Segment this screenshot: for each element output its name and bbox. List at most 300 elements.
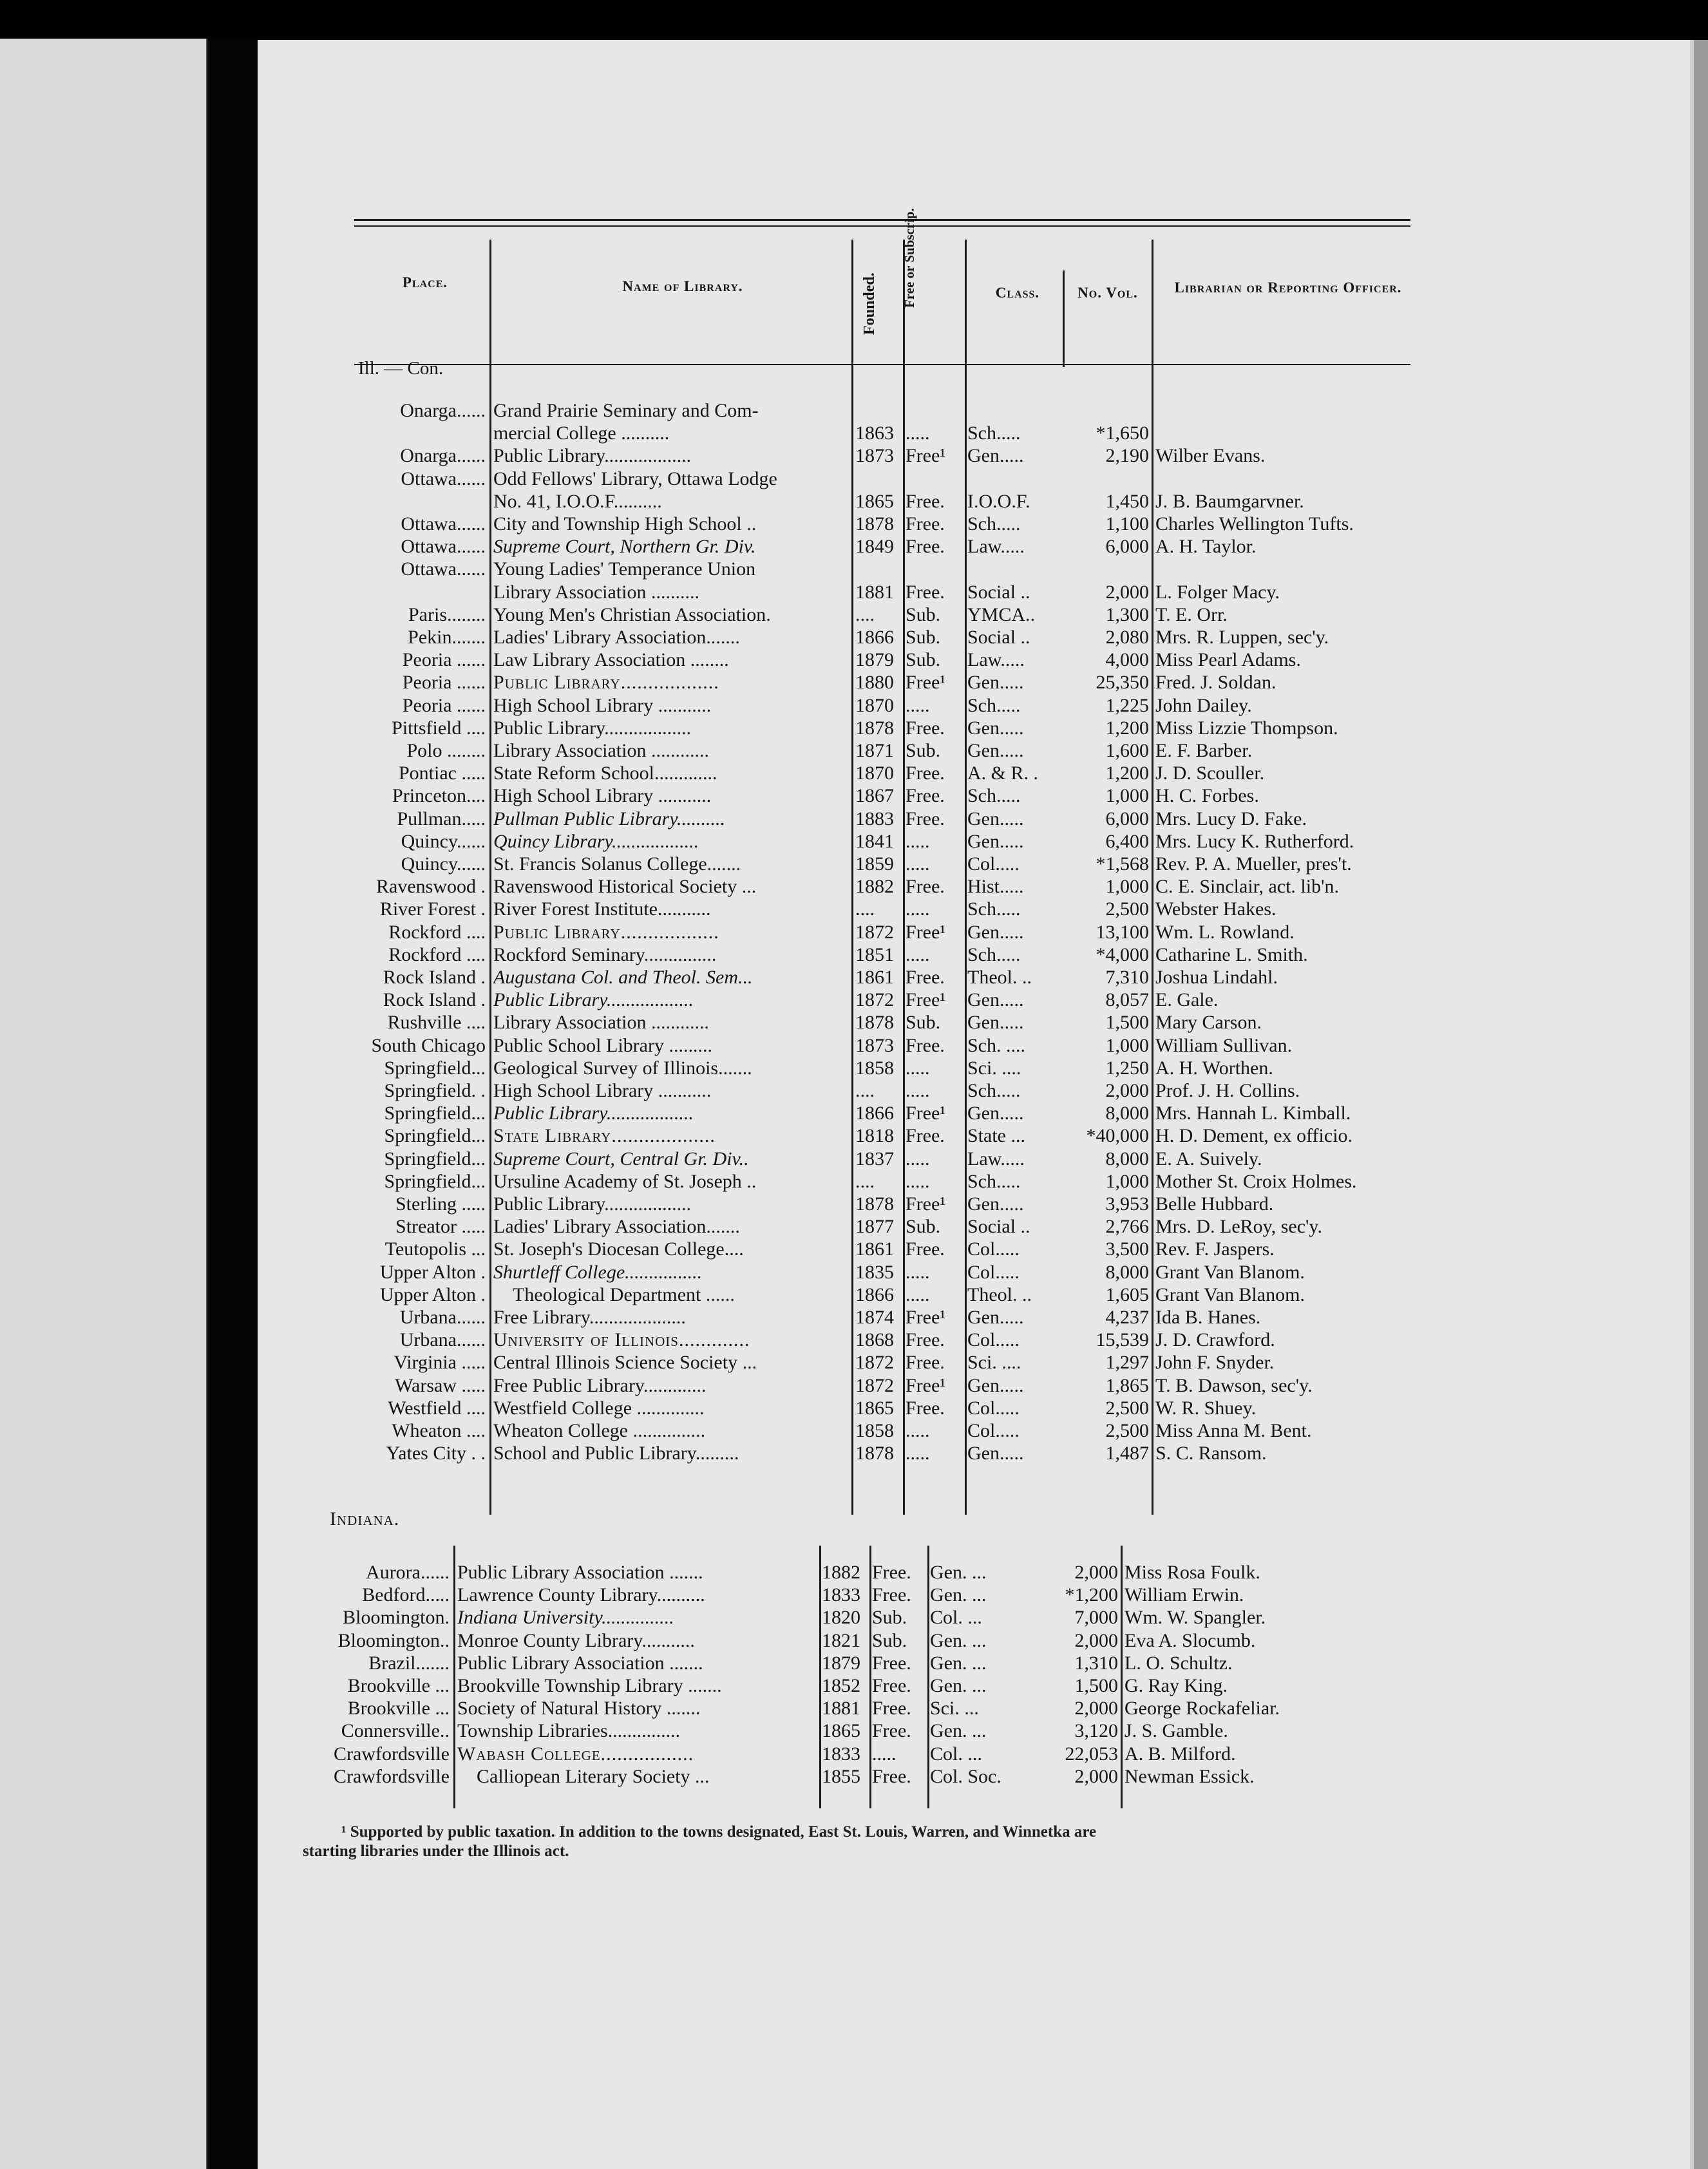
cell-cls: Col..... [967,1420,1020,1441]
cell-lib: Mary Carson. [1155,1012,1262,1034]
cell-fs: Sub. [906,627,941,648]
cell-lib: L. Folger Macy. [1155,581,1280,603]
table-row [0,671,1708,694]
cell-cls: Law..... [967,649,1025,671]
cell-cls: Sch..... [967,943,1021,965]
cell-cls: Sci. .... [967,1057,1021,1079]
cell-place: Bloomington.. [337,1629,450,1651]
cell-vols: 1,500 [1105,1012,1149,1034]
cell-founded: 1878 [855,717,894,739]
cell-vols: 1,487 [1105,1443,1149,1464]
cell-lib: Mrs. D. LeRoy, sec'y. [1155,1216,1322,1238]
cell-vols: 1,250 [1105,1057,1149,1079]
footnote-line-2: starting libraries under the Illinois act. [303,1842,569,1860]
cell-fs: ..... [906,830,930,852]
cell-lib: Mrs. Hannah L. Kimball. [1155,1103,1351,1124]
cell-founded: 1861 [855,967,894,988]
cell-place: Princeton.... [392,785,486,807]
cell-name: Ladies' Library Association....... [493,627,740,648]
cell-vols: *1,568 [1096,853,1149,875]
cell-vols: 3,120 [1074,1720,1118,1742]
cell-cls: YMCA.. [967,603,1036,625]
cell-lib: J. D. Crawford. [1155,1329,1275,1351]
cell-vols: 2,000 [1105,581,1149,603]
table-row [0,1034,1708,1057]
cell-vols: 22,053 [1065,1743,1118,1765]
cell-fs: ..... [906,1420,930,1441]
cell-fs: ..... [906,1261,930,1283]
cell-name: Shurtleff College................ [493,1261,703,1283]
cell-fs: ..... [906,1443,930,1464]
header-bottom-rule [354,364,1410,365]
cell-founded: .... [855,603,875,625]
cell-lib: J. D. Scouller. [1155,762,1265,784]
cell-fs: Free. [906,536,945,558]
cell-founded: 1878 [855,513,894,535]
cell-founded: 1879 [822,1652,860,1674]
table-row [0,1719,1708,1742]
cell-lib: Miss Anna M. Bent. [1155,1420,1312,1441]
cell-cls: Gen..... [967,921,1024,943]
table-row [0,1584,1708,1606]
cell-vols: 15,539 [1096,1329,1149,1351]
cell-founded: 1833 [822,1743,860,1765]
cell-cls: State ... [967,1125,1025,1147]
cell-place: Springfield... [384,1125,486,1147]
cell-vols: 2,500 [1105,898,1149,920]
cell-cls: Gen..... [967,717,1024,739]
cell-place: Springfield. . [384,1080,486,1101]
cell-name: Odd Fellows' Library, Ottawa Lodge [493,468,777,489]
cell-place: Ottawa...... [401,558,486,580]
cell-fs: Free. [906,490,945,512]
cell-name: Public Library.................. [493,989,694,1011]
cell-founded: 1880 [855,672,894,694]
cell-place: Crawfordsville [334,1765,450,1787]
table-row [0,1102,1708,1124]
cell-place: Bloomington. [343,1607,450,1629]
cell-founded: 1863 [855,422,894,444]
cell-place: Urbana...... [399,1307,486,1328]
table-row [0,1697,1708,1719]
cell-cls: Theol. .. [967,1283,1032,1305]
table-row [0,444,1708,467]
cell-cls: Col. ... [930,1607,982,1629]
cell-lib: Grant Van Blanom. [1155,1283,1305,1305]
cell-founded: 1881 [855,581,894,603]
cell-vols: 2,000 [1074,1765,1118,1787]
cell-cls: Law..... [967,1148,1025,1170]
cell-founded: 1835 [855,1261,894,1283]
cell-cls: A. & R. . [967,762,1039,784]
cell-fs: Free. [906,717,945,739]
cell-vols: 1,605 [1105,1283,1149,1305]
cell-name: City and Township High School .. [493,513,757,535]
cell-cls: Col..... [967,1238,1020,1260]
table-row [0,1215,1708,1238]
table-row [0,1193,1708,1215]
cell-lib: Wilber Evans. [1155,445,1266,467]
cell-place: Springfield... [384,1103,486,1124]
cell-place: Onarga...... [400,445,486,467]
cell-name: Public Library Association ....... [457,1562,703,1583]
table-row [0,1148,1708,1170]
table-row [0,535,1708,558]
table-row [0,603,1708,626]
cell-fs: Free. [906,1329,945,1351]
cell-lib: A. B. Milford. [1124,1743,1236,1765]
cell-cls: Gen..... [967,989,1024,1011]
cell-name: Library Association ............ [493,1012,709,1034]
cell-name: Monroe County Library........... [457,1629,695,1651]
cell-fs: ..... [906,1170,930,1192]
cell-founded: 1849 [855,536,894,558]
cell-vols: 7,000 [1074,1607,1118,1629]
cell-vols: 6,000 [1105,536,1149,558]
cell-fs: ..... [906,694,930,716]
cell-fs: Free¹ [906,921,946,943]
cell-name: State Reform School............. [493,762,717,784]
cell-fs: Free. [906,513,945,535]
cell-cls: Sci. ... [930,1698,979,1719]
cell-place: Pittsfield .... [392,717,486,739]
cell-cls: Gen. ... [930,1562,987,1583]
cell-cls: Gen. ... [930,1584,987,1606]
cell-lib: Rev. P. A. Mueller, pres't. [1155,853,1352,875]
table-row [0,1652,1708,1674]
cell-place: Peoria ...... [402,672,486,694]
cell-founded: 1872 [855,989,894,1011]
cell-place: Rockford .... [388,943,486,965]
cell-vols: 8,000 [1105,1103,1149,1124]
cell-fs: Free. [872,1720,911,1742]
cell-place: Polo ........ [406,740,486,761]
cell-cls: Gen..... [967,740,1024,761]
cell-cls: Gen. ... [930,1652,987,1674]
footnote-line-1: ¹ Supported by public taxation. In addition to the towns designated, East St. Louis, Warren, and Winnetka are [341,1823,1097,1841]
cell-name: Free Library.................... [493,1307,686,1328]
cell-place: Springfield... [384,1057,486,1079]
cell-fs: Free¹ [906,989,946,1011]
table-row [0,1329,1708,1351]
cell-founded: 1878 [855,1443,894,1464]
table-row [0,558,1708,580]
cell-name: No. 41, I.O.O.F.......... [493,490,662,512]
cell-vols: 1,500 [1074,1675,1118,1696]
cell-lib: Belle Hubbard. [1155,1193,1274,1215]
cell-cls: Gen. ... [930,1629,987,1651]
cell-cls: Sch..... [967,694,1021,716]
cell-fs: Free. [906,762,945,784]
table-row [0,784,1708,807]
cell-fs: Free. [906,785,945,807]
cell-lib: T. E. Orr. [1155,603,1228,625]
cell-name: mercial College .......... [493,422,670,444]
cell-name: Public Library.................. [493,921,719,943]
cell-name: Public Library.................. [493,1193,692,1215]
table-row [0,808,1708,830]
cell-founded: 1858 [855,1420,894,1441]
cell-vols: 1,000 [1105,1034,1149,1056]
cell-place: Connersville.. [341,1720,450,1742]
cell-place: Peoria ...... [402,649,486,671]
cell-name: Ursuline Academy of St. Joseph .. [493,1170,757,1192]
cell-fs: Free¹ [906,1103,946,1124]
cell-founded: 1867 [855,785,894,807]
table-row [0,1170,1708,1193]
cell-name: Supreme Court, Central Gr. Div.. [493,1148,749,1170]
cell-fs: ..... [906,422,930,444]
cell-founded: 1861 [855,1238,894,1260]
cell-place: Warsaw ..... [395,1374,486,1396]
cell-cls: I.O.O.F. [967,490,1030,512]
cell-fs: Free¹ [906,672,946,694]
table-row [0,966,1708,989]
cell-cls: Col..... [967,1261,1020,1283]
cell-fs: Sub. [906,1216,941,1238]
cell-vols: 2,190 [1105,445,1149,467]
cell-lib: H. C. Forbes. [1155,785,1259,807]
cell-vols: 4,000 [1105,649,1149,671]
cell-fs: Free. [872,1584,911,1606]
cell-lib: T. B. Dawson, sec'y. [1155,1374,1313,1396]
cell-lib: A. H. Taylor. [1155,536,1257,558]
cell-vols: *1,650 [1096,422,1149,444]
table-row [0,1674,1708,1697]
cell-founded: 1881 [822,1698,860,1719]
cell-name: Society of Natural History ....... [457,1698,701,1719]
cell-name: Lawrence County Library.......... [457,1584,705,1606]
cell-place: Upper Alton . [379,1261,486,1283]
cell-founded: 1841 [855,830,894,852]
cell-lib: Wm. L. Rowland. [1155,921,1295,943]
cell-vols: 2,500 [1105,1397,1149,1419]
cell-founded: 1837 [855,1148,894,1170]
cell-lib: H. D. Dement, ex officio. [1155,1125,1353,1147]
cell-cls: Hist..... [967,876,1024,898]
table-row [0,422,1708,444]
cell-lib: Mrs. Lucy D. Fake. [1155,808,1307,829]
cell-lib: C. E. Sinclair, act. lib'n. [1155,876,1339,898]
cell-name: State Library................... [493,1125,716,1147]
cell-lib: Mother St. Croix Holmes. [1155,1170,1357,1192]
cell-cls: Gen..... [967,1012,1024,1034]
cell-fs: Free. [906,876,945,898]
cell-lib: George Rockafeliar. [1124,1698,1280,1719]
cell-lib: Mrs. R. Luppen, sec'y. [1155,627,1329,648]
cell-vols: 2,000 [1074,1562,1118,1583]
cell-founded: 1818 [855,1125,894,1147]
cell-lib: E. Gale. [1155,989,1219,1011]
cell-cls: Sch..... [967,422,1021,444]
cell-place: River Forest . [379,898,486,920]
table-row [0,581,1708,603]
cell-lib: John F. Snyder. [1155,1352,1275,1374]
table-row [0,1419,1708,1442]
cell-name: Public Library.................. [493,445,692,467]
cell-place: Rock Island . [383,989,486,1011]
cell-cls: Sch..... [967,1170,1021,1192]
cell-vols: 1,000 [1105,785,1149,807]
cell-vols: 4,237 [1105,1307,1149,1328]
cell-fs: Free. [906,1397,945,1419]
cell-lib: Miss Rosa Foulk. [1124,1562,1260,1583]
table-row [0,626,1708,649]
cell-cls: Social .. [967,581,1030,603]
cell-founded: 1882 [822,1562,860,1583]
cell-vols: 8,000 [1105,1261,1149,1283]
cell-fs: ..... [906,853,930,875]
cell-vols: 1,100 [1105,513,1149,535]
cell-founded: 1858 [855,1057,894,1079]
table-row [0,875,1708,898]
cell-name: Free Public Library............. [493,1374,707,1396]
cell-fs: Free. [906,581,945,603]
cell-cls: Gen..... [967,1374,1024,1396]
cell-lib: Mrs. Lucy K. Rutherford. [1155,830,1354,852]
cell-lib: J. S. Gamble. [1124,1720,1228,1742]
cell-vols: 1,200 [1105,717,1149,739]
cell-cls: Theol. .. [967,967,1032,988]
table-row [0,853,1708,875]
table-row [0,1079,1708,1102]
cell-fs: Sub. [906,603,941,625]
cell-lib: William Sullivan. [1155,1034,1293,1056]
cell-cls: Col. ... [930,1743,982,1765]
cell-cls: Gen..... [967,1103,1024,1124]
cell-vols: 1,310 [1074,1652,1118,1674]
cell-cls: Gen. ... [930,1675,987,1696]
table-row [0,921,1708,943]
cell-fs: Free. [906,808,945,829]
cell-vols: 3,953 [1105,1193,1149,1215]
cell-name: Public Library.................. [493,1103,694,1124]
cell-lib: Rev. F. Jaspers. [1155,1238,1275,1260]
cell-founded: 1872 [855,1374,894,1396]
cell-name: Supreme Court, Northern Gr. Div. [493,536,756,558]
cell-name: Ladies' Library Association....... [493,1216,740,1238]
cell-place: Crawfordsville [334,1743,450,1765]
cell-founded: 1852 [822,1675,860,1696]
cell-place: Sterling ..... [395,1193,486,1215]
cell-lib: Catharine L. Smith. [1155,943,1308,965]
table-row [0,1743,1708,1765]
cell-name: Library Association .......... [493,581,699,603]
cell-founded: 1866 [855,1103,894,1124]
cell-vols: 1,225 [1105,694,1149,716]
cell-cls: Gen..... [967,1443,1024,1464]
cell-place: Brazil....... [368,1652,450,1674]
cell-founded: 1833 [822,1584,860,1606]
cell-place: Springfield... [384,1170,486,1192]
cell-place: Quincy...... [401,830,486,852]
cell-fs: Sub. [906,649,941,671]
cell-cls: Sch..... [967,513,1021,535]
cell-lib: W. R. Shuey. [1155,1397,1257,1419]
table-row [0,1261,1708,1283]
cell-lib: S. C. Ransom. [1155,1443,1267,1464]
header-founded: Founded. [861,272,878,335]
cell-vols: 1,000 [1105,1170,1149,1192]
cell-founded: .... [855,898,875,920]
cell-lib: A. H. Worthen. [1155,1057,1273,1079]
table-row [0,1629,1708,1652]
cell-place: Aurora...... [366,1562,450,1583]
table-row [0,1442,1708,1464]
cell-founded: 1865 [855,1397,894,1419]
cell-founded: 1865 [822,1720,860,1742]
cell-fs: Sub. [872,1629,907,1651]
cell-vols: 2,000 [1105,1080,1149,1101]
cell-vols: 2,000 [1074,1698,1118,1719]
cell-founded: 1821 [822,1629,860,1651]
cell-founded: 1874 [855,1307,894,1328]
table-row [0,694,1708,717]
cell-cls: Gen..... [967,445,1024,467]
cell-lib: G. Ray King. [1124,1675,1228,1696]
header-librarian: Librarian or Reporting Officer. [1174,279,1402,296]
cell-founded: 1879 [855,649,894,671]
cell-place: Brookville ... [347,1698,450,1719]
cell-fs: ..... [906,1283,930,1305]
table-top-rule-2 [354,225,1410,227]
cell-vols: 1,297 [1105,1352,1149,1374]
cell-name: River Forest Institute........... [493,898,711,920]
cell-place: Paris........ [408,603,486,625]
cell-fs: Free¹ [906,445,946,467]
cell-vols: 1,450 [1105,490,1149,512]
cell-fs: Sub. [906,1012,941,1034]
table-row [0,513,1708,535]
cell-cls: Col. Soc. [930,1765,1001,1787]
cell-place: Bedford..... [362,1584,450,1606]
cell-cls: Sch..... [967,1080,1021,1101]
cell-cls: Sci. .... [967,1352,1021,1374]
cell-name: Central Illinois Science Society ... [493,1352,757,1374]
cell-founded: 1865 [855,490,894,512]
cell-cls: Sch. .... [967,1034,1025,1056]
cell-place: Ottawa...... [401,536,486,558]
table-top-rule [354,219,1410,221]
cell-vols: 2,080 [1105,627,1149,648]
cell-lib: Newman Essick. [1124,1765,1255,1787]
cell-name: Young Ladies' Temperance Union [493,558,756,580]
col-divider-class-hdr [1063,270,1065,367]
cell-founded: 1872 [855,1352,894,1374]
cell-name: St. Francis Solanus College....... [493,853,741,875]
table-row [0,1374,1708,1397]
cell-founded: 1866 [855,1283,894,1305]
table-row [0,989,1708,1011]
cell-vols: 2,000 [1074,1629,1118,1651]
cell-lib: Joshua Lindahl. [1155,967,1278,988]
cell-name: High School Library ........... [493,785,712,807]
cell-place: Westfield .... [388,1397,486,1419]
cell-founded: 1866 [855,627,894,648]
cell-fs: ..... [906,1148,930,1170]
cell-founded: 1870 [855,694,894,716]
cell-cls: Law..... [967,536,1025,558]
cell-cls: Social .. [967,627,1030,648]
cell-fs: Free. [872,1675,911,1696]
table-row [0,943,1708,966]
cell-cls: Col..... [967,1329,1020,1351]
cell-vols: 1,300 [1105,603,1149,625]
table-row [0,649,1708,671]
cell-name: Calliopean Literary Society ... [477,1765,710,1787]
cell-name: Public Library.................. [493,672,719,694]
cell-founded: 1873 [855,1034,894,1056]
